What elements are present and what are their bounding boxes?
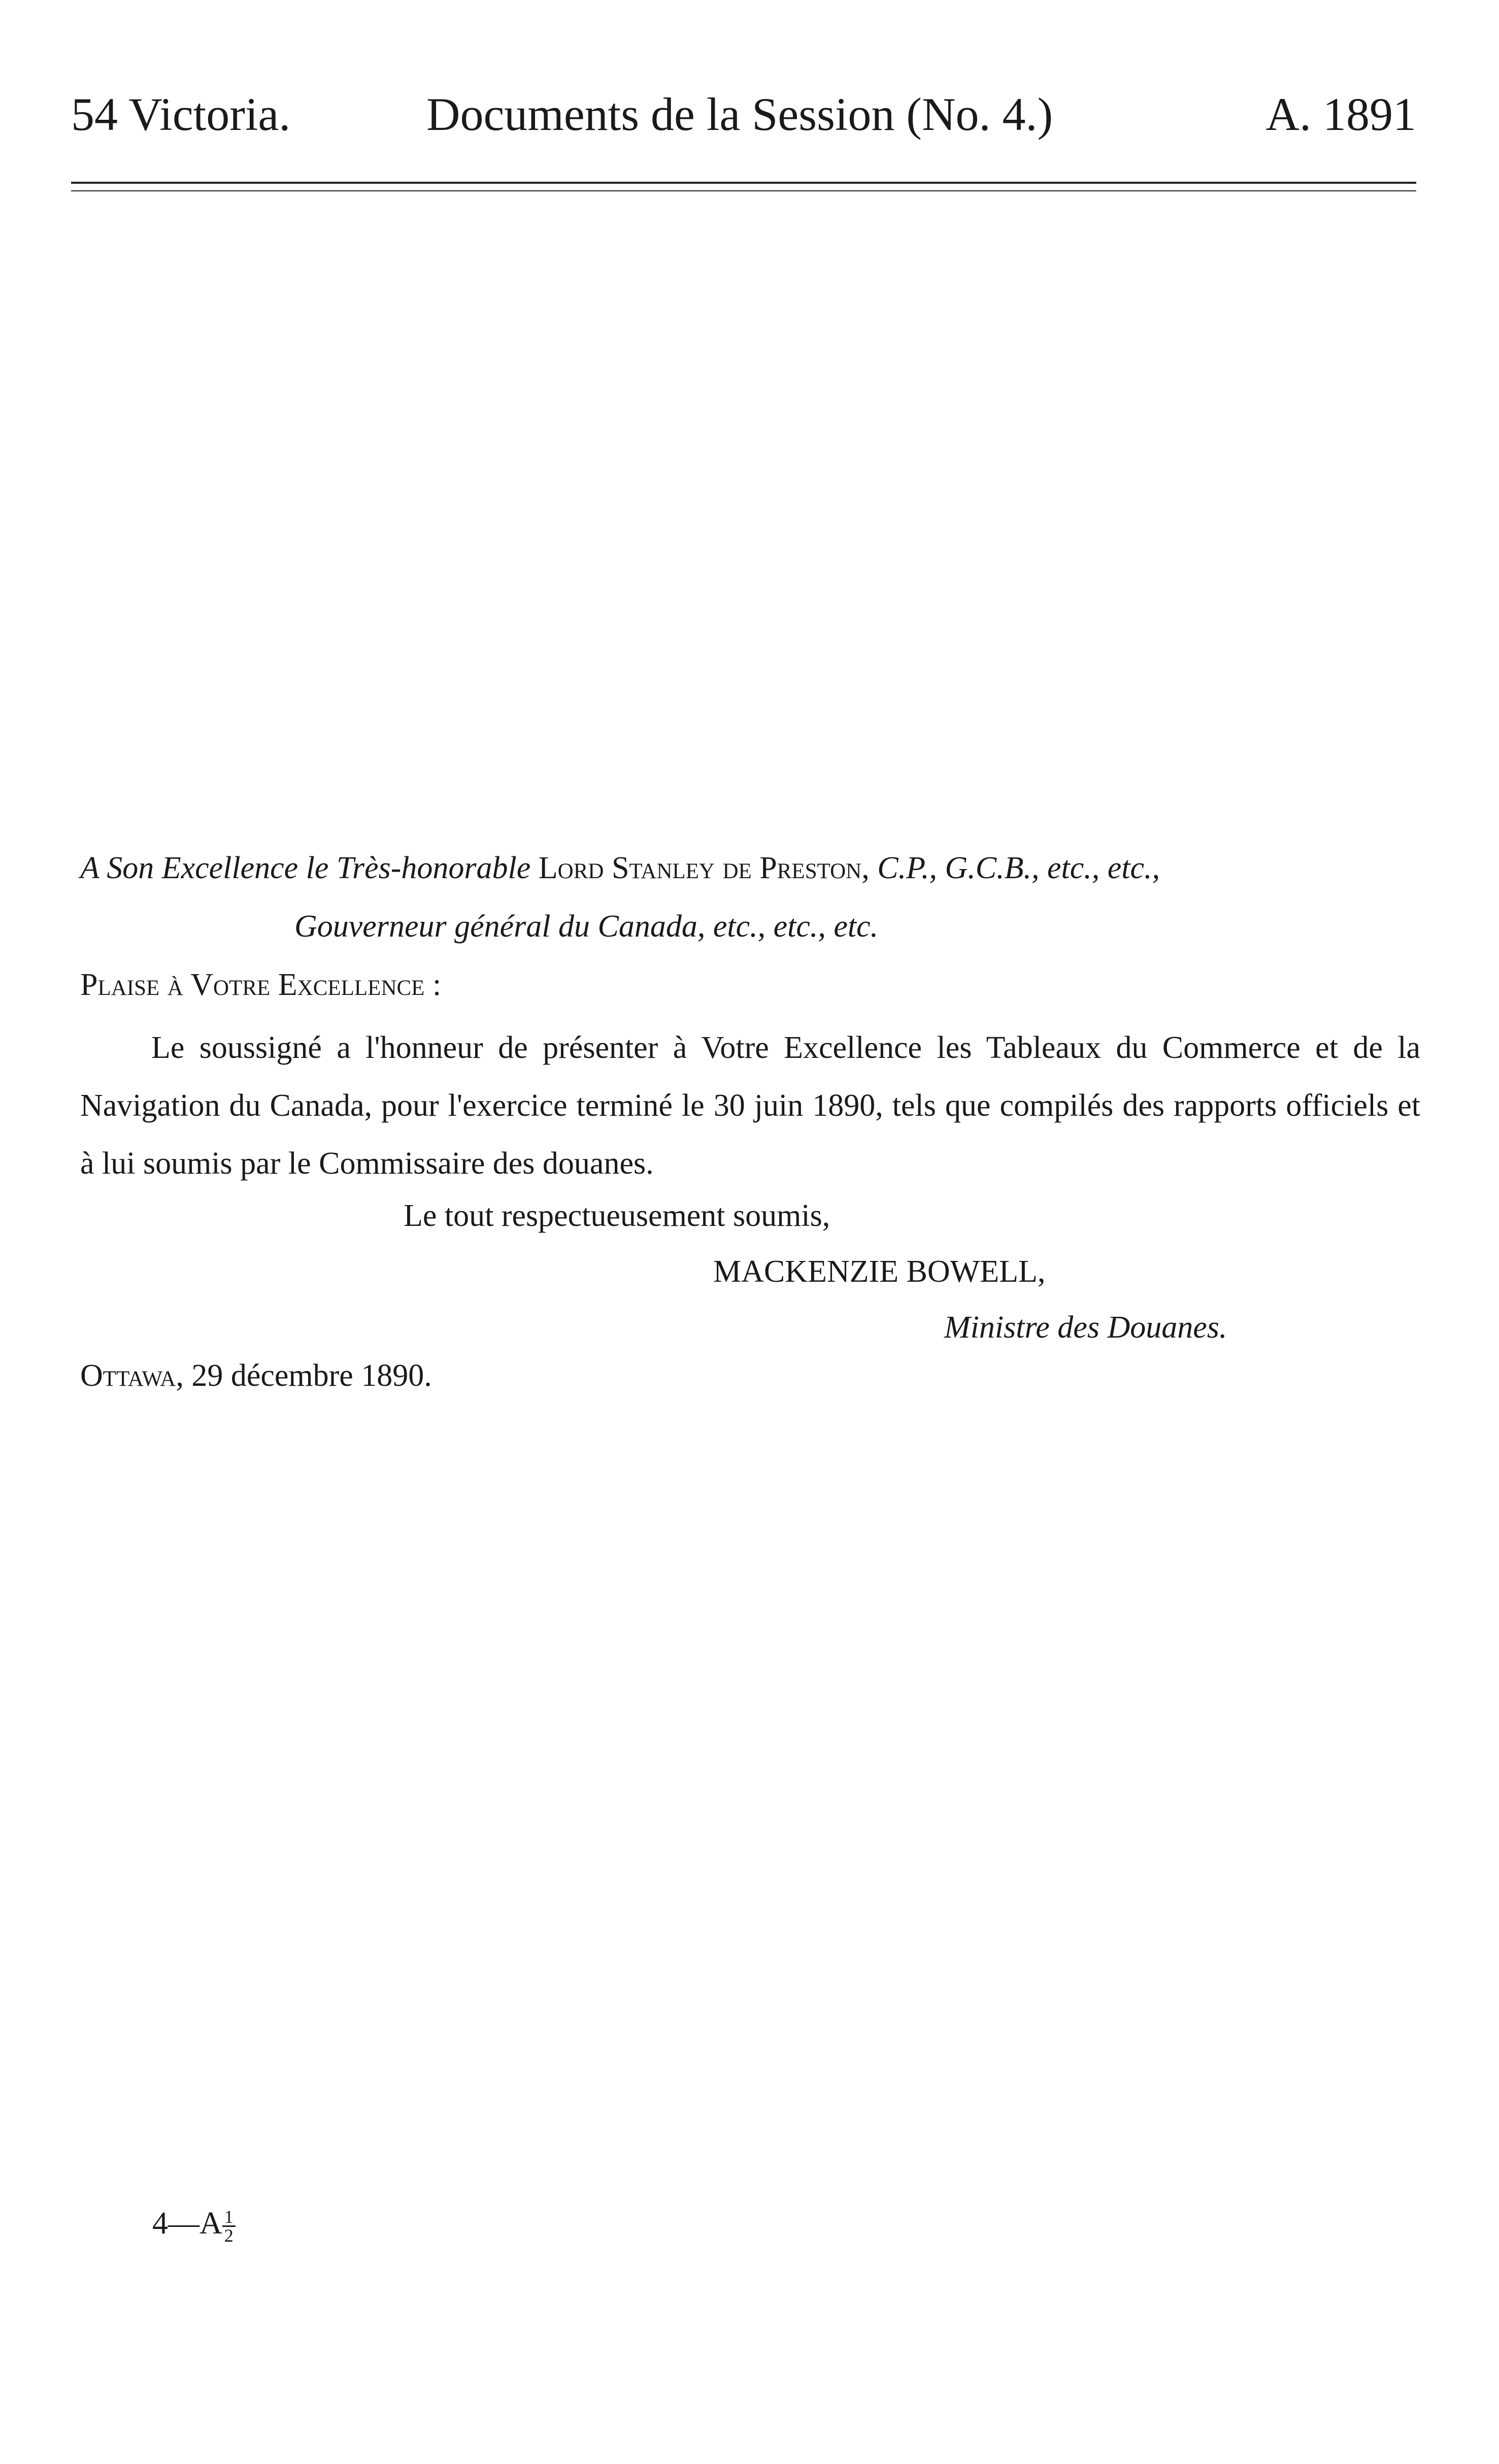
signature-mark-fraction <box>222 2208 236 2244</box>
address-line-2: Gouverneur général du Canada, etc., etc., etc. <box>294 909 879 944</box>
header-rule-thick <box>71 182 1416 184</box>
header-title: Documents de la Session (No. 4.) <box>426 88 1053 140</box>
fraction-denominator: 2 <box>224 2225 234 2246</box>
header-year: A. 1891 <box>1265 88 1416 140</box>
header-rule-thin <box>71 190 1416 191</box>
body-paragraph: Le soussigné a l'honneur de présenter à Votre Excellence les Tableaux du Commerce et de la Navigation du Canada, pour l'exercice terminé le 30 juin 1890, tels que compilés des rapports officiels et à lui soumis par le Commissaire des douanes. <box>80 1030 1420 1181</box>
dateline-place: Ottawa, <box>80 1358 184 1393</box>
salutation: Plaise à Votre Excellence : <box>80 968 442 1002</box>
address-greeting: A Son Excellence le Très-honorable <box>80 851 531 885</box>
signature-title: Ministre des Douanes. <box>944 1310 1227 1345</box>
running-header <box>71 86 1416 142</box>
dateline <box>80 1355 432 1396</box>
signature-name: MACKENZIE BOWELL, <box>713 1254 1046 1289</box>
address-honors: C.P., G.C.B., etc., etc., <box>877 851 1160 885</box>
signature-mark-letter: A <box>199 2206 222 2241</box>
closing-line: Le tout respectueusement soumis, <box>404 1198 830 1233</box>
signature-mark-prefix: 4— <box>152 2206 199 2241</box>
fraction-numerator: 1 <box>222 2208 236 2227</box>
address-line-1 <box>80 848 1160 888</box>
dateline-date: 29 décembre 1890. <box>191 1358 432 1393</box>
address-recipient-name: Lord Stanley de Preston, <box>538 851 870 885</box>
header-volume: 54 Victoria. <box>71 88 291 140</box>
signature-mark <box>152 2203 236 2244</box>
